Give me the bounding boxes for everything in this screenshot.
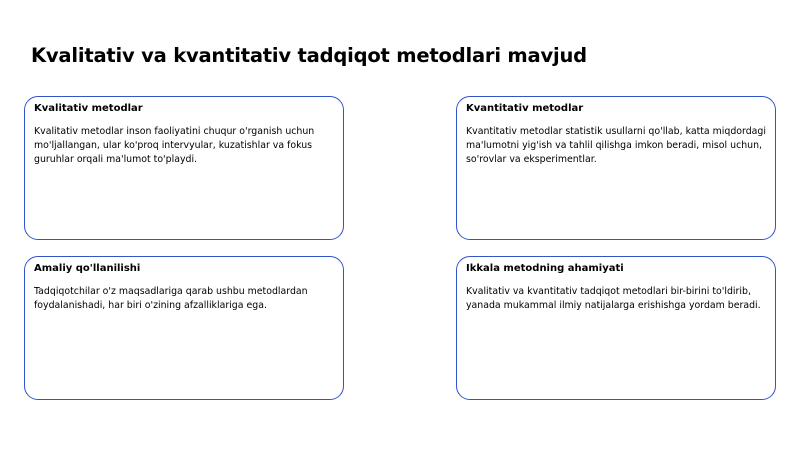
- card-title: Amaliy qo'llanilishi: [34, 263, 141, 274]
- slide-title: Kvalitativ va kvantitativ tadqiqot metodlari mavjud: [31, 44, 587, 67]
- card-title: Kvantitativ metodlar: [466, 103, 584, 114]
- card-body: Kvalitativ va kvantitativ tadqiqot metodlari bir-birini to'ldirib, yanada mukammal ilmiy natijalarga erishishga yordam beradi.: [466, 286, 761, 311]
- card-importance-of-both: [456, 256, 776, 400]
- card-body: Kvalitativ metodlar inson faoliyatini chuqur o'rganish uchun mo'ljallangan, ular ko'proq intervyular, kuzatishlar va fokus guruhlar orqali ma'lumot to'playdi.: [34, 126, 315, 165]
- card-practical-application: [24, 256, 344, 400]
- card-quantitative-methods: [456, 96, 776, 240]
- card-body: Tadqiqotchilar o'z maqsadlariga qarab ushbu metodlardan foydalanishadi, har biri o'zining afzalliklariga ega.: [34, 286, 308, 311]
- card-body: Kvantitativ metodlar statistik usullarni qo'llab, katta miqdordagi ma'lumotni yig'ish va tahlil qilishga imkon beradi, misol uchun, so'rovlar va eksperimentlar.: [466, 126, 766, 165]
- card-qualitative-methods: [24, 96, 344, 240]
- card-title: Kvalitativ metodlar: [34, 103, 143, 114]
- card-title: Ikkala metodning ahamiyati: [466, 263, 624, 274]
